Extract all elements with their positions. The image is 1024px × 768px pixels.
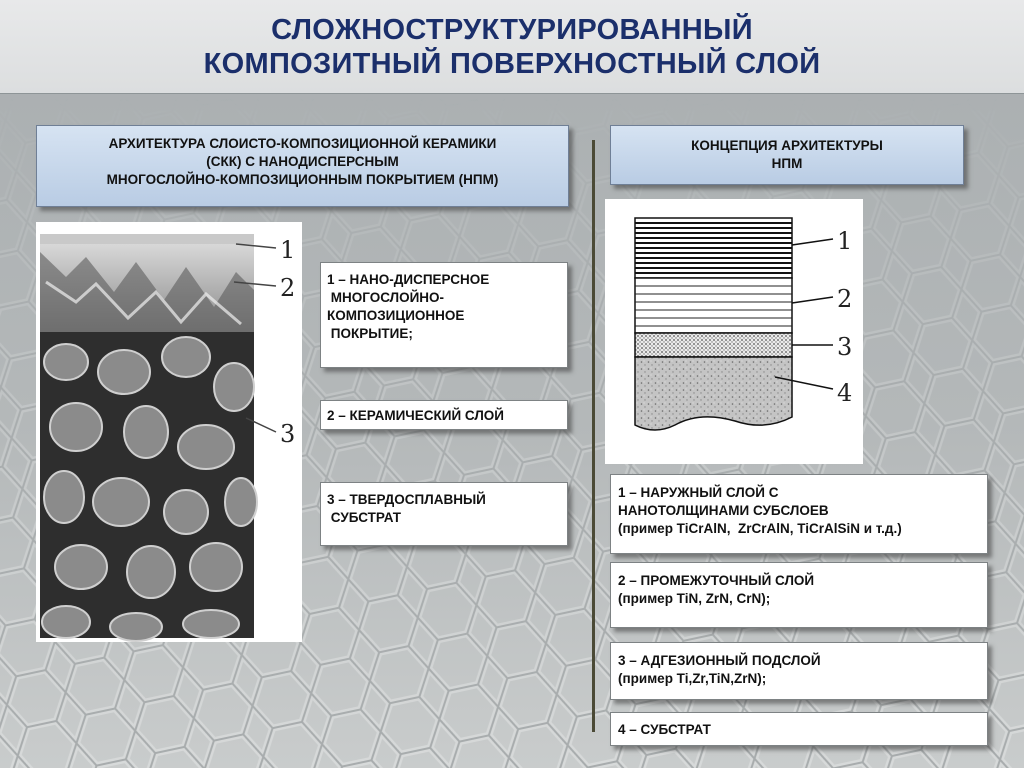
cross-section-micrograph <box>36 222 302 642</box>
left-header-box <box>36 125 569 207</box>
diagram-label-1: 1 <box>837 227 853 255</box>
diagram-label-4: 4 <box>837 379 853 407</box>
diagram-label-3: 3 <box>837 333 853 361</box>
photo-label-2: 2 <box>280 274 296 302</box>
right-legend-item-4 <box>610 712 988 746</box>
layer-diagram-image <box>605 199 863 464</box>
right-legend-item-3 <box>610 642 988 700</box>
micrograph-image <box>36 222 302 642</box>
layer-architecture-diagram <box>605 199 863 464</box>
right-header-line-1: КОНЦЕПЦИЯ АРХИТЕКТУРЫ <box>691 138 883 153</box>
right-legend-item-2 <box>610 562 988 628</box>
legend-text: 1 – НАРУЖНЫЙ СЛОЙ С <box>618 485 779 500</box>
right-legend-item-1 <box>610 474 988 554</box>
legend-text: 2 – КЕРАМИЧЕСКИЙ СЛОЙ <box>327 408 505 423</box>
legend-text: 1 – НАНО-ДИСПЕРСНОЕ <box>327 272 490 287</box>
legend-text: ПОКРЫТИЕ; <box>327 326 413 341</box>
legend-text: 2 – ПРОМЕЖУТОЧНЫЙ СЛОЙ <box>618 573 815 588</box>
right-header-line-2: НПМ <box>771 156 803 171</box>
right-header-box <box>610 125 964 185</box>
left-legend-item-3 <box>320 482 568 546</box>
photo-label-1: 1 <box>280 236 296 264</box>
left-header-line-2: (СКК) С НАНОДИСПЕРСНЫМ <box>206 154 399 169</box>
left-header-line-3: МНОГОСЛОЙНО-КОМПОЗИЦИОННЫМ ПОКРЫТИЕМ (НПМ) <box>106 172 499 187</box>
legend-text: НАНОТОЛЩИНАМИ СУБСЛОЕВ <box>618 503 829 518</box>
slide-title-line-1: СЛОЖНОСТРУКТУРИРОВАННЫЙ <box>271 13 753 46</box>
legend-text: СУБСТРАТ <box>327 510 402 525</box>
legend-text: КОМПОЗИЦИОННОЕ <box>327 308 465 323</box>
left-legend-item-2 <box>320 400 568 430</box>
legend-text: 3 – ТВЕРДОСПЛАВНЫЙ <box>327 492 486 507</box>
slide-header <box>0 0 1024 94</box>
legend-text: МНОГОСЛОЙНО- <box>327 290 445 305</box>
legend-text: (пример Ti,Zr,TiN,ZrN); <box>618 671 767 686</box>
legend-text: 4 – СУБСТРАТ <box>618 722 711 737</box>
column-divider <box>592 140 595 732</box>
photo-label-3: 3 <box>280 420 296 448</box>
left-header-line-1: АРХИТЕКТУРА СЛОИСТО-КОМПОЗИЦИОННОЙ КЕРАМИКИ <box>108 136 497 151</box>
legend-text: (пример TiCrAlN, ZrCrAlN, TiCrAlSiN и т.д.) <box>618 521 902 536</box>
diagram-label-2: 2 <box>837 285 853 313</box>
left-legend-item-1 <box>320 262 568 368</box>
legend-text: 3 – АДГЕЗИОННЫЙ ПОДСЛОЙ <box>618 653 821 668</box>
slide-title-line-2: КОМПОЗИТНЫЙ ПОВЕРХНОСТНЫЙ СЛОЙ <box>203 47 821 80</box>
legend-text: (пример TiN, ZrN, CrN); <box>618 591 771 606</box>
